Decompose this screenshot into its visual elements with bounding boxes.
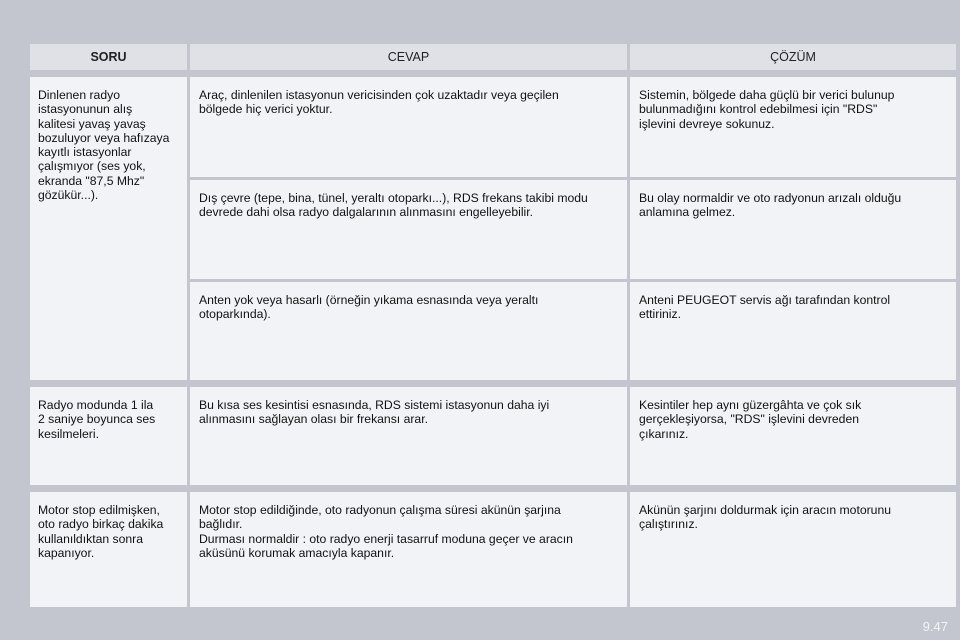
faq-table <box>30 44 956 610</box>
solution-cell: Kesintiler hep aynı güzergâhta ve çok sık gerçekleşiyorsa, "RDS" işlevini devreden çıkarınız. <box>630 387 956 488</box>
question-cell: Dinlenen radyo istasyonunun alış kalitesi yavaş yavaş bozuluyor veya hafızaya kayıtlı istasyonlar çalışmıyor (ses yok, ekranda "87,5 Mhz" gözükür...). <box>30 77 190 383</box>
table-row <box>190 77 956 180</box>
header-cozum: ÇÖZÜM <box>630 44 956 73</box>
answer-cell: Bu kısa ses kesintisi esnasında, RDS sistemi istasyonun daha iyi alınmasını sağlayan olası bir frekansı arar. <box>190 387 630 488</box>
question-cell: Motor stop edilmişken, oto radyo birkaç dakika kullanıldıktan sonra kapanıyor. <box>30 492 190 610</box>
table-row <box>190 282 956 383</box>
faq-group-reception <box>30 77 956 383</box>
answer-cell: Motor stop edildiğinde, oto radyonun çalışma süresi akünün şarjına bağlıdır. Durması normaldir : oto radyo enerji tasarruf moduna geçer ve aracın aküsünü korumak amacıyla kapanır. <box>190 492 630 610</box>
header-cevap: CEVAP <box>190 44 630 73</box>
table-header <box>30 44 956 73</box>
faq-group-sound-cut <box>30 387 956 488</box>
solution-cell: Anteni PEUGEOT servis ağı tarafından kontrol ettiriniz. <box>630 282 956 383</box>
header-soru: SORU <box>30 44 190 73</box>
solution-cell: Bu olay normaldir ve oto radyonun arızalı olduğu anlamına gelmez. <box>630 180 956 282</box>
solution-cell: Sistemin, bölgede daha güçlü bir verici bulunup bulunmadığını kontrol edebilmesi için "RDS" işlevini devreye sokunuz. <box>630 77 956 180</box>
answer-cell: Anten yok veya hasarlı (örneğin yıkama esnasında veya yeraltı otoparkında). <box>190 282 630 383</box>
solution-cell: Akünün şarjını doldurmak için aracın motorunu çalıştırınız. <box>630 492 956 610</box>
table-row <box>190 180 956 282</box>
answer-cell: Dış çevre (tepe, bina, tünel, yeraltı otoparkı...), RDS frekans takibi modu devrede dahi olsa radyo dalgalarının alınmasını engelleyebilir. <box>190 180 630 282</box>
page-number: 9.47 <box>922 619 948 634</box>
answer-cell: Araç, dinlenilen istasyonun vericisinden çok uzaktadır veya geçilen bölgede hiç verici yoktur. <box>190 77 630 180</box>
question-cell: Radyo modunda 1 ila 2 saniye boyunca ses kesilmeleri. <box>30 387 190 488</box>
faq-group-engine-stop <box>30 492 956 610</box>
